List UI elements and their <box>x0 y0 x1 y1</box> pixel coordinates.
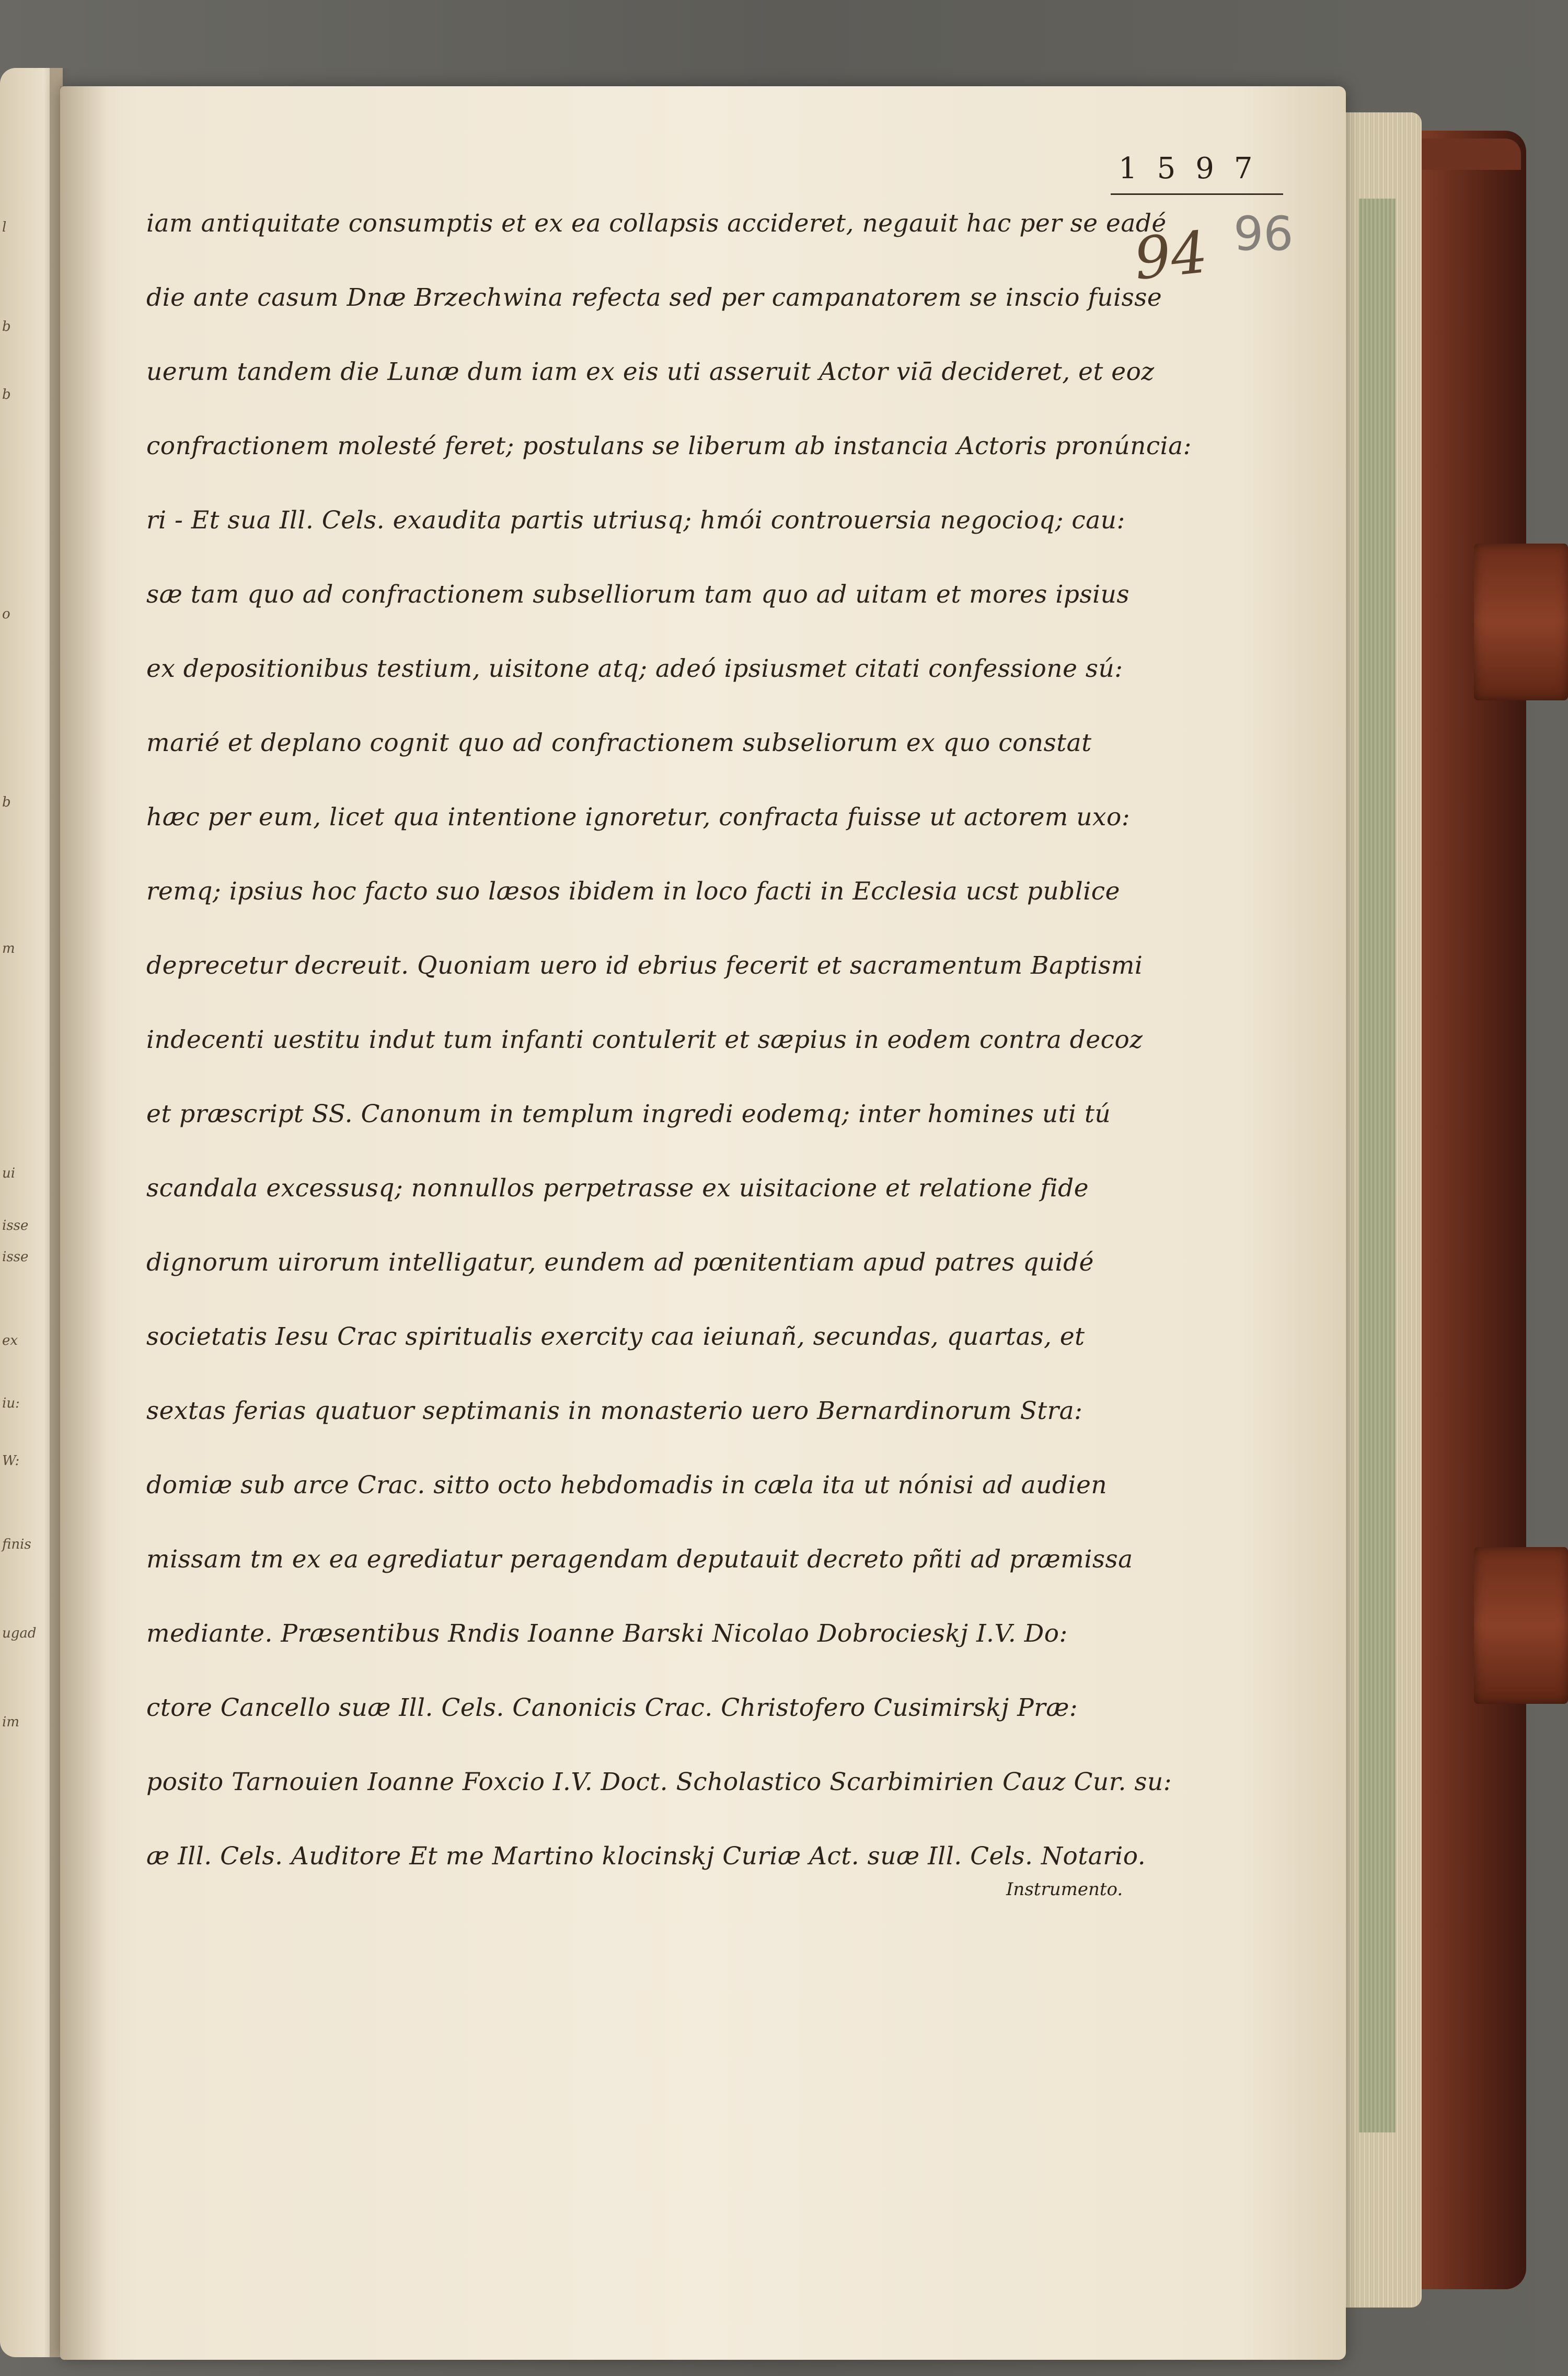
page-year-header: 1597 <box>1119 152 1273 186</box>
folio-number-ink: 94 <box>1131 218 1211 293</box>
left-mark: m <box>2 941 15 956</box>
closing-signature: Instrumento. <box>1006 1879 1123 1900</box>
text-line: marié et deplano cognit quo ad confractionem subseliorum ex quo constat <box>146 729 1092 757</box>
text-line: ri - Et sua Ill. Cels. exaudita partis utriusq; hmói controuersia negocioq; cau: <box>146 506 1125 535</box>
page-gutter-shadow <box>60 86 107 2360</box>
text-line: scandala excessusq; nonnullos perpetrasse ex uisitacione et relatione fide <box>146 1174 1089 1203</box>
left-mark: ui <box>2 1166 16 1181</box>
left-mark: b <box>2 319 11 335</box>
text-line: sæ tam quo ad confractionem subselliorum tam quo ad uitam et mores ipsius <box>146 580 1130 609</box>
text-line: ctore Cancello suæ Ill. Cels. Canonicis Crac. Christofero Cusimirskj Præ: <box>146 1693 1078 1722</box>
text-line: mediante. Præsentibus Rndis Ioanne Barski Nicolao Dobrocieskj I.V. Do: <box>146 1619 1068 1648</box>
text-line: missam tm ex ea egrediatur peragendam deputauit decreto pñti ad præmissa <box>146 1545 1133 1574</box>
page-edges-tinted <box>1359 199 1396 2132</box>
text-line: sextas ferias quatuor septimanis in monasterio uero Bernardinorum Stra: <box>146 1397 1083 1425</box>
text-line: dignorum uirorum intelligatur, eundem ad pœnitentiam apud patres quidé <box>146 1248 1094 1277</box>
left-mark: b <box>2 794 11 810</box>
left-mark: iu: <box>2 1395 20 1411</box>
left-mark: im <box>2 1714 19 1730</box>
text-line: remq; ipsius hoc facto suo læsos ibidem in loco facti in Ecclesia ucst publice <box>146 877 1120 906</box>
header-rule <box>1111 193 1283 195</box>
text-line: et præscript SS. Canonum in templum ingredi eodemq; inter homines uti tú <box>146 1100 1111 1128</box>
text-line: die ante casum Dnæ Brzechwina refecta sed per campanatorem se inscio fuisse <box>146 283 1162 312</box>
text-line: uerum tandem die Lunæ dum iam ex eis uti asseruit Actor viā decideret, et eoz <box>146 357 1155 386</box>
left-mark: ex <box>2 1333 18 1348</box>
text-line: indecenti uestitu indut tum infanti contulerit et sæpius in eodem contra decoz <box>146 1025 1143 1054</box>
left-mark: ugad <box>2 1625 37 1641</box>
left-mark: b <box>2 387 11 402</box>
text-line: deprecetur decreuit. Quoniam uero id ebrius fecerit et sacramentum Baptismi <box>146 951 1143 980</box>
left-mark: o <box>2 606 10 622</box>
text-line: hæc per eum, licet qua intentione ignoretur, confracta fuisse ut actorem uxo: <box>146 803 1131 832</box>
left-mark: isse <box>2 1249 29 1265</box>
left-mark: W: <box>2 1453 20 1469</box>
clasp-strap-upper <box>1474 544 1568 700</box>
left-mark: finis <box>2 1537 31 1552</box>
manuscript-page <box>60 86 1346 2360</box>
text-line: posito Tarnouien Ioanne Foxcio I.V. Doct. Scholastico Scarbimirien Cauz Cur. su: <box>146 1768 1172 1796</box>
text-line: ex depositionibus testium, uisitone atq; adeó ipsiusmet citati confessione sú: <box>146 654 1123 683</box>
text-line: æ Ill. Cels. Auditore Et me Martino klocinskj Curiæ Act. suæ Ill. Cels. Notario. <box>146 1842 1146 1871</box>
left-mark: l <box>2 220 7 235</box>
text-line: societatis Iesu Crac spiritualis exercity caa ieiunañ, secundas, quartas, et <box>146 1322 1085 1351</box>
text-line: iam antiquitate consumptis et ex ea collapsis accideret, negauit hac per se eadé <box>146 209 1167 238</box>
folio-number-pencil: 96 <box>1233 206 1294 261</box>
text-line: domiæ sub arce Crac. sitto octo hebdomadis in cæla ita ut nónisi ad audien <box>146 1471 1108 1500</box>
text-line: confractionem molesté feret; postulans se liberum ab instancia Actoris pronúncia: <box>146 432 1192 460</box>
clasp-strap-lower <box>1474 1547 1568 1704</box>
left-mark: isse <box>2 1218 29 1233</box>
